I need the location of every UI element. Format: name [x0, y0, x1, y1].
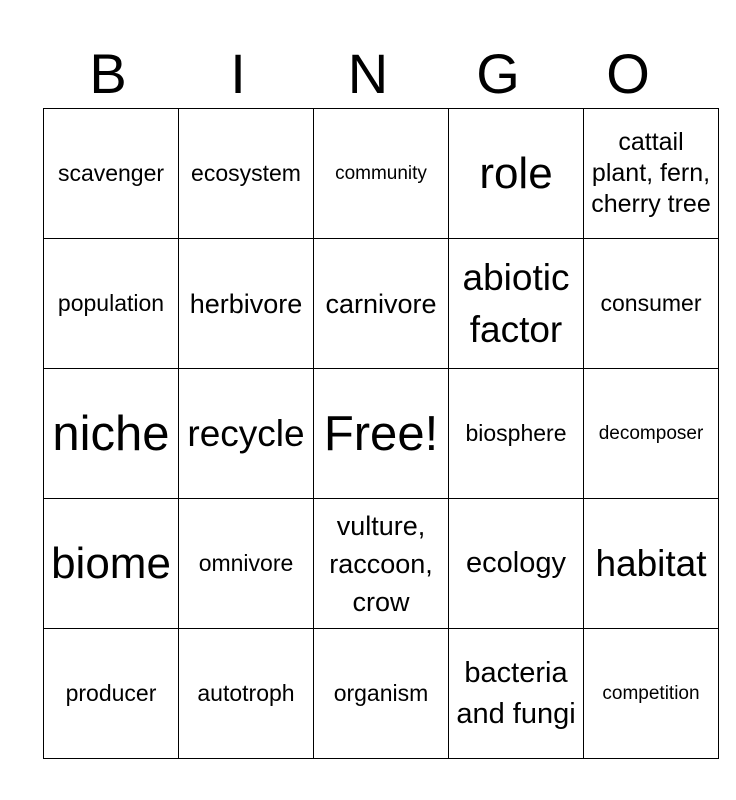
bingo-cell[interactable]: biosphere	[449, 369, 584, 499]
bingo-cell[interactable]: community	[314, 109, 449, 239]
bingo-cell[interactable]: omnivore	[179, 499, 314, 629]
free-space-cell[interactable]: Free!	[314, 369, 449, 499]
board-row	[44, 109, 719, 239]
board-row	[44, 239, 719, 369]
bingo-cell[interactable]: role	[449, 109, 584, 239]
bingo-cell[interactable]: bacteria and fungi	[449, 629, 584, 759]
bingo-cell[interactable]: recycle	[179, 369, 314, 499]
bingo-cell[interactable]: ecology	[449, 499, 584, 629]
bingo-board	[43, 108, 719, 759]
bingo-cell[interactable]: abiotic factor	[449, 239, 584, 369]
header-letter-o: O	[606, 42, 650, 105]
header-letter-b: B	[89, 42, 127, 105]
bingo-cell[interactable]: producer	[44, 629, 179, 759]
bingo-cell[interactable]: organism	[314, 629, 449, 759]
board-row	[44, 499, 719, 629]
board-row	[44, 369, 719, 499]
bingo-cell[interactable]: herbivore	[179, 239, 314, 369]
bingo-cell[interactable]: carnivore	[314, 239, 449, 369]
bingo-cell[interactable]: ecosystem	[179, 109, 314, 239]
bingo-cell[interactable]: population	[44, 239, 179, 369]
bingo-cell[interactable]: consumer	[584, 239, 719, 369]
bingo-cell[interactable]: autotroph	[179, 629, 314, 759]
bingo-cell[interactable]: scavenger	[44, 109, 179, 239]
bingo-cell[interactable]: niche	[44, 369, 179, 499]
bingo-cell[interactable]: decomposer	[584, 369, 719, 499]
bingo-header	[43, 40, 693, 108]
bingo-cell[interactable]: habitat	[584, 499, 719, 629]
header-letter-g: G	[476, 42, 520, 105]
bingo-cell[interactable]: competition	[584, 629, 719, 759]
header-letter-n: N	[347, 42, 389, 105]
bingo-cell[interactable]: cattail plant, fern, cherry tree	[584, 109, 719, 239]
header-letter-i: I	[230, 42, 246, 105]
bingo-cell[interactable]: biome	[44, 499, 179, 629]
bingo-cell[interactable]: vulture, raccoon, crow	[314, 499, 449, 629]
board-row	[44, 629, 719, 759]
